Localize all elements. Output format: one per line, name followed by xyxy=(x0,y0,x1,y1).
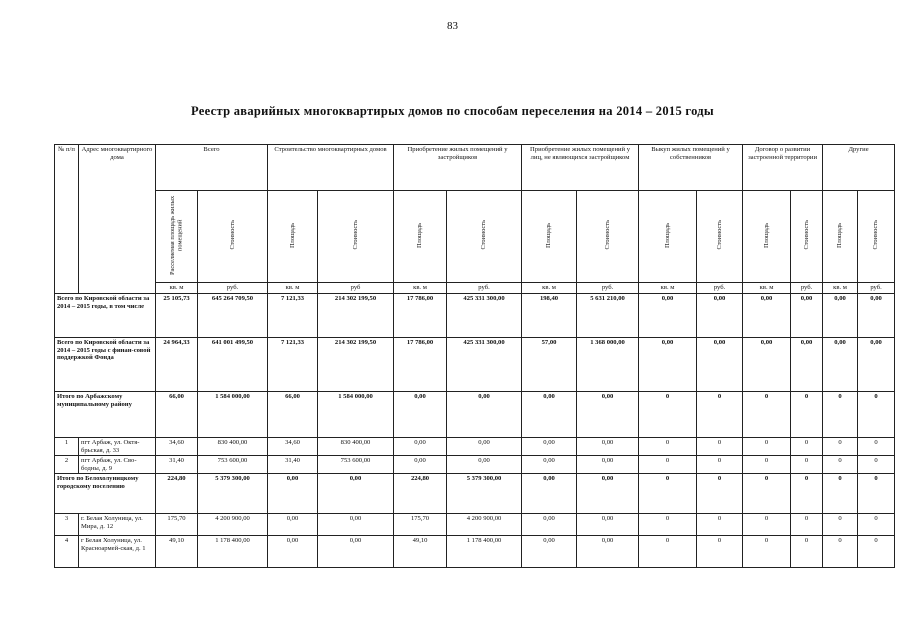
row-value: 0,00 xyxy=(743,338,791,392)
row-value: 0,00 xyxy=(318,514,394,536)
header-group: Договор о развитии застроенной территории xyxy=(743,145,823,191)
row-value: 0 xyxy=(743,456,791,474)
row-value: 4 200 900,00 xyxy=(198,514,268,536)
row-value: 0 xyxy=(697,456,743,474)
row-value: 224,80 xyxy=(156,474,198,514)
table-row xyxy=(55,456,895,474)
registry-table xyxy=(54,144,895,568)
row-value: 0,00 xyxy=(823,294,858,338)
row-value: 57,00 xyxy=(522,338,577,392)
row-value: 0,00 xyxy=(791,294,823,338)
row-address: пгт Арбаж, ул. Сво-бодны, д. 9 xyxy=(79,456,156,474)
row-value: 0,00 xyxy=(318,474,394,514)
row-value: 0,00 xyxy=(522,474,577,514)
row-value: 175,70 xyxy=(394,514,447,536)
header-address: Адрес многоквартирного дома xyxy=(79,145,156,294)
header-subcolumn-label: Площадь xyxy=(762,222,770,248)
header-unit: кв. м xyxy=(639,283,697,294)
header-subcolumn xyxy=(447,191,522,283)
header-subcolumn xyxy=(318,191,394,283)
header-unit: кв. м xyxy=(394,283,447,294)
row-value: 1 584 000,00 xyxy=(318,392,394,438)
page-bottom-margin xyxy=(0,616,905,640)
header-group: Выкуп жилых помещений у собственников xyxy=(639,145,743,191)
row-value: 0 xyxy=(697,474,743,514)
row-value: 0 xyxy=(823,456,858,474)
header-subcolumn xyxy=(697,191,743,283)
row-value: 66,00 xyxy=(156,392,198,438)
row-value: 175,70 xyxy=(156,514,198,536)
row-value: 0,00 xyxy=(577,536,639,568)
row-value: 1 368 000,00 xyxy=(577,338,639,392)
header-no: № п/п xyxy=(55,145,79,294)
row-number: 1 xyxy=(55,438,79,456)
header-subcolumn-label: Стоимость xyxy=(715,220,723,250)
row-value: 0,00 xyxy=(697,338,743,392)
row-value: 34,60 xyxy=(268,438,318,456)
row-value: 0 xyxy=(858,514,895,536)
row-label: Итого по Арбажскому муниципальному району xyxy=(55,392,156,438)
row-value: 0,00 xyxy=(447,438,522,456)
row-value: 0 xyxy=(639,536,697,568)
row-address: г. Белая Холуница, ул. Мира, д. 12 xyxy=(79,514,156,536)
row-value: 49,10 xyxy=(394,536,447,568)
header-unit: кв. м xyxy=(522,283,577,294)
header-subcolumn xyxy=(639,191,697,283)
row-value: 0,00 xyxy=(522,438,577,456)
row-value: 0,00 xyxy=(522,536,577,568)
table-total-row xyxy=(55,338,895,392)
header-unit: кв. м xyxy=(823,283,858,294)
row-value: 0,00 xyxy=(394,438,447,456)
header-unit: кв. м xyxy=(268,283,318,294)
header-subcolumn-label: Расселяемая площадь жилых помещений xyxy=(169,195,184,275)
row-value: 0 xyxy=(823,514,858,536)
header-unit: руб. xyxy=(858,283,895,294)
row-value: 0,00 xyxy=(858,294,895,338)
row-value: 830 400,00 xyxy=(198,438,268,456)
header-subcolumn-label: Стоимость xyxy=(480,220,488,250)
header-subcolumn xyxy=(394,191,447,283)
row-value: 0 xyxy=(823,474,858,514)
row-value: 425 331 300,00 xyxy=(447,338,522,392)
row-value: 0 xyxy=(697,536,743,568)
row-value: 0,00 xyxy=(318,536,394,568)
row-value: 17 786,00 xyxy=(394,338,447,392)
header-unit: руб xyxy=(318,283,394,294)
row-value: 1 584 000,00 xyxy=(198,392,268,438)
table-total-row xyxy=(55,392,895,438)
header-group: Другие xyxy=(823,145,895,191)
row-value: 0,00 xyxy=(394,392,447,438)
row-value: 5 379 300,00 xyxy=(198,474,268,514)
row-value: 66,00 xyxy=(268,392,318,438)
page-number: 83 xyxy=(447,20,458,32)
header-subcolumn xyxy=(522,191,577,283)
row-value: 0,00 xyxy=(447,392,522,438)
row-address: пгт Арбаж, ул. Октя-брьская, д. 33 xyxy=(79,438,156,456)
header-unit: руб. xyxy=(697,283,743,294)
row-value: 5 379 300,00 xyxy=(447,474,522,514)
row-value: 0,00 xyxy=(577,514,639,536)
row-label: Всего по Кировской области за 2014 – 2015 годы, в том числе xyxy=(55,294,156,338)
header-subcolumn xyxy=(268,191,318,283)
header-group: Строительство многоквартирных домов xyxy=(268,145,394,191)
table-total-row xyxy=(55,294,895,338)
row-value: 0 xyxy=(743,536,791,568)
row-value: 0 xyxy=(639,474,697,514)
header-group: Всего xyxy=(156,145,268,191)
row-value: 24 964,33 xyxy=(156,338,198,392)
row-value: 0,00 xyxy=(791,338,823,392)
row-value: 49,10 xyxy=(156,536,198,568)
row-value: 17 786,00 xyxy=(394,294,447,338)
row-value: 4 200 900,00 xyxy=(447,514,522,536)
row-value: 0 xyxy=(858,474,895,514)
row-value: 0 xyxy=(743,438,791,456)
header-subcolumn-label: Площадь xyxy=(416,222,424,248)
header-subcolumn xyxy=(577,191,639,283)
row-value: 0 xyxy=(858,456,895,474)
header-subcolumn-label: Площадь xyxy=(288,222,296,248)
row-value: 0 xyxy=(639,438,697,456)
row-value: 1 178 400,00 xyxy=(447,536,522,568)
header-subcolumn-label: Стоимость xyxy=(228,220,236,250)
table-row xyxy=(55,438,895,456)
row-value: 214 302 199,50 xyxy=(318,294,394,338)
row-value: 0 xyxy=(639,392,697,438)
row-value: 753 600,00 xyxy=(318,456,394,474)
row-value: 0 xyxy=(791,456,823,474)
header-unit: руб. xyxy=(198,283,268,294)
header-subcolumn xyxy=(156,191,198,283)
row-value: 0 xyxy=(791,514,823,536)
row-value: 31,40 xyxy=(156,456,198,474)
row-value: 0,00 xyxy=(743,294,791,338)
row-value: 0,00 xyxy=(823,338,858,392)
row-value: 31,40 xyxy=(268,456,318,474)
row-value: 830 400,00 xyxy=(318,438,394,456)
header-subcolumn-label: Стоимость xyxy=(351,220,359,250)
header-unit: руб. xyxy=(577,283,639,294)
row-value: 0,00 xyxy=(268,536,318,568)
row-value: 0 xyxy=(791,392,823,438)
row-value: 0,00 xyxy=(577,474,639,514)
row-label: Всего по Кировской области за 2014 – 2015 годы с финан-совой поддержкой Фонда xyxy=(55,338,156,392)
row-number: 2 xyxy=(55,456,79,474)
header-subcolumn-label: Стоимость xyxy=(802,220,810,250)
row-address: г Белая Холуница, ул. Красноармей-ская, д. 1 xyxy=(79,536,156,568)
row-value: 0 xyxy=(791,536,823,568)
row-value: 0,00 xyxy=(268,514,318,536)
row-value: 0,00 xyxy=(522,514,577,536)
header-unit: руб. xyxy=(447,283,522,294)
row-value: 0 xyxy=(743,392,791,438)
header-subcolumn xyxy=(743,191,791,283)
row-value: 1 178 400,00 xyxy=(198,536,268,568)
row-label: Итого по Белохолуницкому городскому поселению xyxy=(55,474,156,514)
header-subcolumn xyxy=(858,191,895,283)
row-value: 0 xyxy=(858,536,895,568)
row-number: 4 xyxy=(55,536,79,568)
row-value: 0,00 xyxy=(268,474,318,514)
row-value: 753 600,00 xyxy=(198,456,268,474)
header-subcolumn xyxy=(823,191,858,283)
row-value: 0 xyxy=(791,438,823,456)
row-value: 0,00 xyxy=(577,392,639,438)
header-subcolumn-label: Стоимость xyxy=(872,220,880,250)
row-value: 0 xyxy=(823,536,858,568)
row-value: 0,00 xyxy=(577,456,639,474)
table-row xyxy=(55,536,895,568)
row-value: 0 xyxy=(697,438,743,456)
page-title: Реестр аварийных многоквартирых домов по способам переселения на 2014 – 2015 годы xyxy=(191,104,714,118)
row-value: 0 xyxy=(639,456,697,474)
header-unit: руб. xyxy=(791,283,823,294)
row-value: 198,40 xyxy=(522,294,577,338)
table-row xyxy=(55,514,895,536)
header-subcolumn-label: Площадь xyxy=(663,222,671,248)
header-subcolumn-label: Площадь xyxy=(545,222,553,248)
table-total-row xyxy=(55,474,895,514)
row-value: 0,00 xyxy=(577,438,639,456)
row-value: 0 xyxy=(858,392,895,438)
row-value: 0 xyxy=(791,474,823,514)
row-value: 0 xyxy=(743,474,791,514)
row-value: 224,80 xyxy=(394,474,447,514)
header-group: Приобретение жилых помещений у лиц, не являющихся застройщиком xyxy=(522,145,639,191)
header-subcolumn xyxy=(791,191,823,283)
row-value: 7 121,33 xyxy=(268,338,318,392)
row-value: 0,00 xyxy=(639,338,697,392)
row-value: 7 121,33 xyxy=(268,294,318,338)
row-value: 0,00 xyxy=(394,456,447,474)
header-unit: кв. м xyxy=(156,283,198,294)
header-subcolumn xyxy=(198,191,268,283)
row-value: 34,60 xyxy=(156,438,198,456)
row-value: 0 xyxy=(697,514,743,536)
row-value: 0,00 xyxy=(522,392,577,438)
row-value: 641 001 499,50 xyxy=(198,338,268,392)
row-value: 0,00 xyxy=(639,294,697,338)
row-value: 0 xyxy=(858,438,895,456)
row-value: 0,00 xyxy=(858,338,895,392)
row-value: 425 331 300,00 xyxy=(447,294,522,338)
row-value: 0 xyxy=(697,392,743,438)
header-subcolumn-label: Площадь xyxy=(836,222,844,248)
header-group: Приобретение жилых помещений у застройщиков xyxy=(394,145,522,191)
row-number: 3 xyxy=(55,514,79,536)
row-value: 0,00 xyxy=(522,456,577,474)
row-value: 5 631 210,00 xyxy=(577,294,639,338)
row-value: 0 xyxy=(639,514,697,536)
row-value: 0 xyxy=(823,438,858,456)
header-subcolumn-label: Стоимость xyxy=(603,220,611,250)
row-value: 645 264 709,50 xyxy=(198,294,268,338)
row-value: 0 xyxy=(743,514,791,536)
row-value: 0,00 xyxy=(697,294,743,338)
row-value: 25 105,73 xyxy=(156,294,198,338)
header-unit: кв. м xyxy=(743,283,791,294)
row-value: 0,00 xyxy=(447,456,522,474)
row-value: 0 xyxy=(823,392,858,438)
row-value: 214 302 199,50 xyxy=(318,338,394,392)
